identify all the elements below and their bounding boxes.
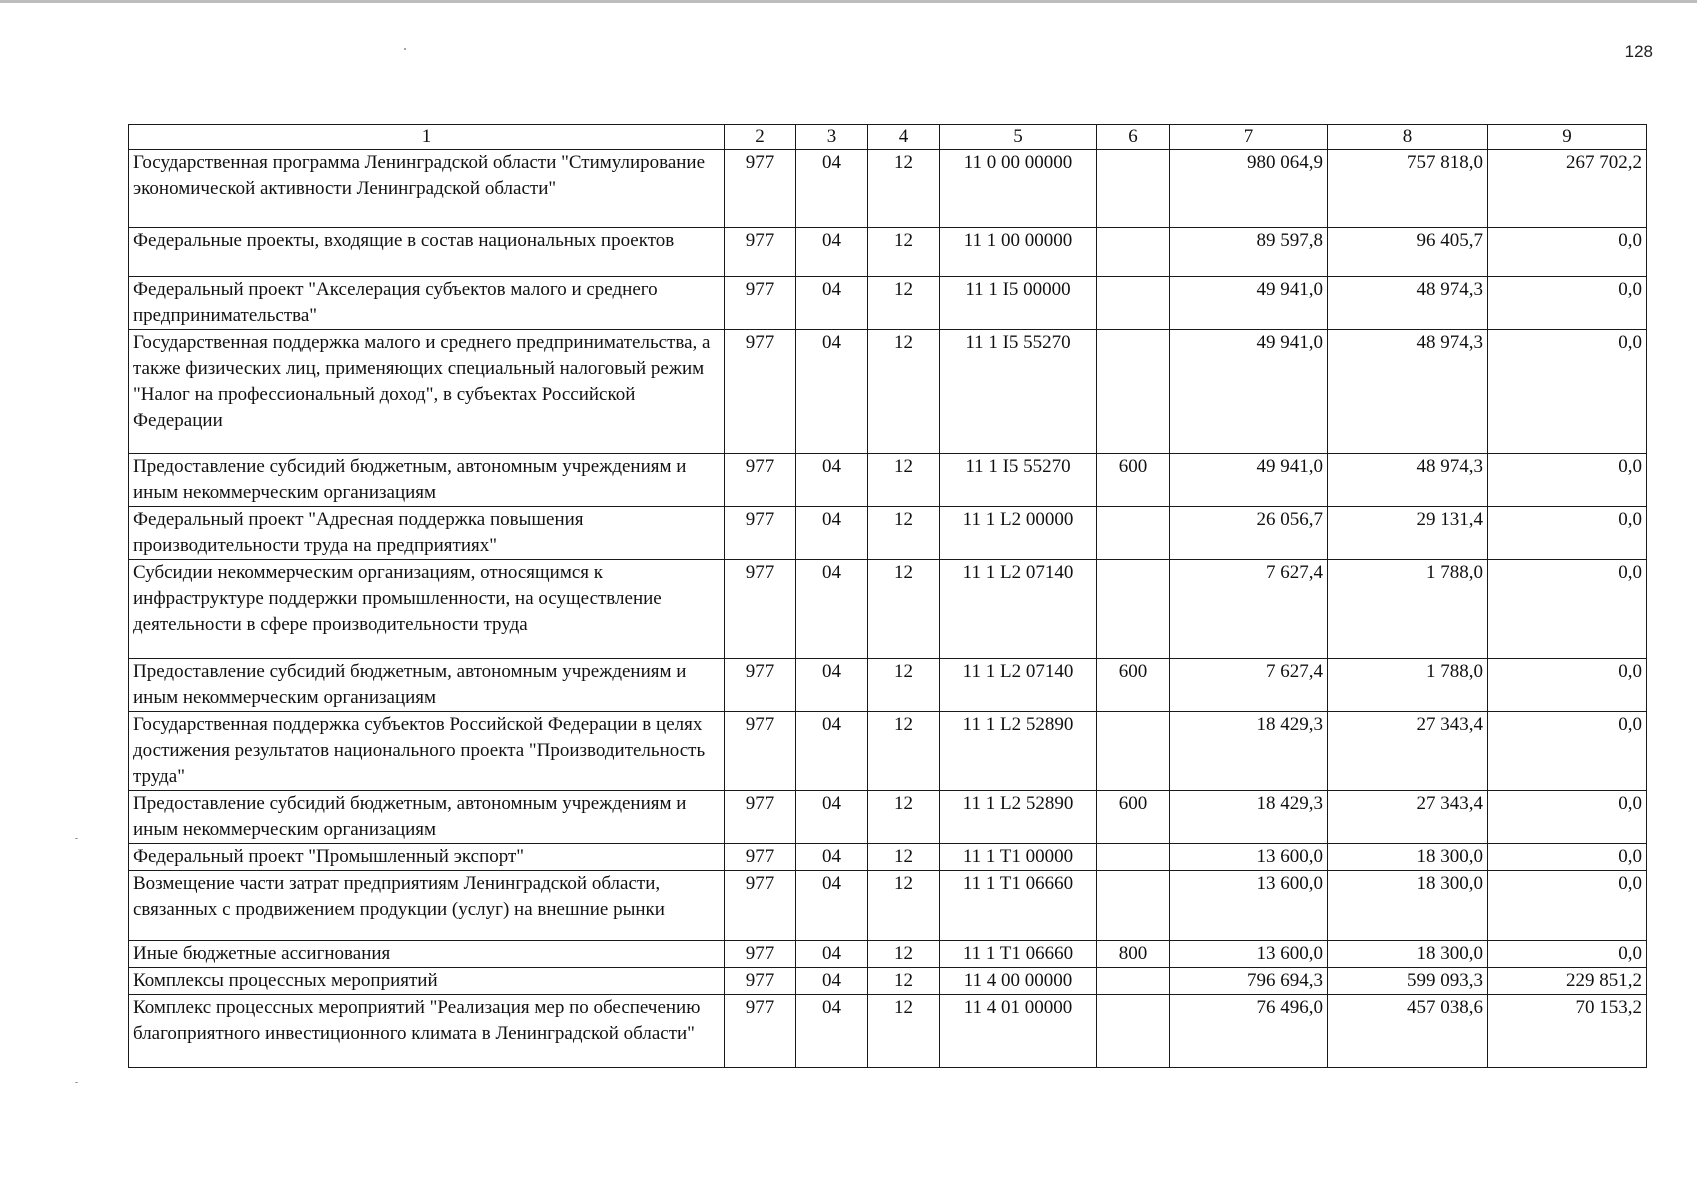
row-col6-cell: 800 xyxy=(1097,941,1170,968)
row-col7-cell: 13 600,0 xyxy=(1170,844,1328,871)
row-col3-cell: 04 xyxy=(796,150,868,228)
row-col6-cell: 600 xyxy=(1097,659,1170,712)
row-name-cell: Федеральный проект "Акселерация субъектов малого и среднего предпринимательства" xyxy=(129,277,725,330)
row-name-cell: Субсидии некоммерческим организациям, относящимся к инфраструктуре поддержки промышленности, на осуществление деятельности в сфере производительности труда xyxy=(129,560,725,659)
column-header-6: 6 xyxy=(1097,125,1170,150)
row-col7-cell: 49 941,0 xyxy=(1170,454,1328,507)
row-col6-cell xyxy=(1097,995,1170,1068)
row-col7-cell: 18 429,3 xyxy=(1170,712,1328,791)
row-code-cell: 11 1 T1 00000 xyxy=(940,844,1097,871)
row-col9-cell: 0,0 xyxy=(1488,228,1647,277)
row-col3-cell: 04 xyxy=(796,844,868,871)
row-col3-cell: 04 xyxy=(796,871,868,941)
column-header-1: 1 xyxy=(129,125,725,150)
row-col9-cell: 0,0 xyxy=(1488,712,1647,791)
column-header-7: 7 xyxy=(1170,125,1328,150)
row-col6-cell xyxy=(1097,150,1170,228)
row-col8-cell: 1 788,0 xyxy=(1328,659,1488,712)
row-code-cell: 11 1 L2 52890 xyxy=(940,791,1097,844)
row-col8-cell: 48 974,3 xyxy=(1328,277,1488,330)
row-col7-cell: 49 941,0 xyxy=(1170,330,1328,454)
row-code-cell: 11 1 L2 00000 xyxy=(940,507,1097,560)
row-col8-cell: 18 300,0 xyxy=(1328,941,1488,968)
table-row xyxy=(129,871,1647,941)
row-col2-cell: 977 xyxy=(725,712,796,791)
row-col8-cell: 27 343,4 xyxy=(1328,791,1488,844)
row-col8-cell: 1 788,0 xyxy=(1328,560,1488,659)
row-col8-cell: 48 974,3 xyxy=(1328,330,1488,454)
row-code-cell: 11 0 00 00000 xyxy=(940,150,1097,228)
row-col9-cell: 267 702,2 xyxy=(1488,150,1647,228)
row-col4-cell: 12 xyxy=(868,871,940,941)
row-col8-cell: 27 343,4 xyxy=(1328,712,1488,791)
row-col4-cell: 12 xyxy=(868,712,940,791)
column-header-9: 9 xyxy=(1488,125,1647,150)
table-row xyxy=(129,844,1647,871)
row-name-cell: Федеральный проект "Адресная поддержка повышения производительности труда на предприятиях" xyxy=(129,507,725,560)
row-col3-cell: 04 xyxy=(796,454,868,507)
scan-speck xyxy=(75,1082,78,1083)
row-col3-cell: 04 xyxy=(796,277,868,330)
row-name-cell: Государственная программа Ленинградской области "Стимулирование экономической активности Ленинградской области" xyxy=(129,150,725,228)
row-col6-cell xyxy=(1097,277,1170,330)
row-col3-cell: 04 xyxy=(796,791,868,844)
row-col2-cell: 977 xyxy=(725,560,796,659)
row-col4-cell: 12 xyxy=(868,941,940,968)
row-col8-cell: 18 300,0 xyxy=(1328,844,1488,871)
row-name-cell: Предоставление субсидий бюджетным, автономным учреждениям и иным некоммерческим организациям xyxy=(129,454,725,507)
row-col4-cell: 12 xyxy=(868,791,940,844)
row-col7-cell: 26 056,7 xyxy=(1170,507,1328,560)
row-col4-cell: 12 xyxy=(868,228,940,277)
row-col6-cell xyxy=(1097,871,1170,941)
row-col3-cell: 04 xyxy=(796,712,868,791)
row-col8-cell: 48 974,3 xyxy=(1328,454,1488,507)
row-col7-cell: 18 429,3 xyxy=(1170,791,1328,844)
row-col3-cell: 04 xyxy=(796,995,868,1068)
column-header-5: 5 xyxy=(940,125,1097,150)
row-col6-cell xyxy=(1097,507,1170,560)
row-code-cell: 11 4 01 00000 xyxy=(940,995,1097,1068)
table-row xyxy=(129,941,1647,968)
row-col9-cell: 0,0 xyxy=(1488,330,1647,454)
table-row xyxy=(129,507,1647,560)
row-code-cell: 11 1 00 00000 xyxy=(940,228,1097,277)
header-row xyxy=(129,125,1647,150)
column-header-8: 8 xyxy=(1328,125,1488,150)
row-col7-cell: 980 064,9 xyxy=(1170,150,1328,228)
row-col4-cell: 12 xyxy=(868,330,940,454)
row-col2-cell: 977 xyxy=(725,330,796,454)
row-code-cell: 11 1 I5 55270 xyxy=(940,454,1097,507)
row-col6-cell xyxy=(1097,560,1170,659)
column-header-3: 3 xyxy=(796,125,868,150)
row-col4-cell: 12 xyxy=(868,659,940,712)
row-col7-cell: 76 496,0 xyxy=(1170,995,1328,1068)
row-code-cell: 11 1 T1 06660 xyxy=(940,941,1097,968)
row-col8-cell: 599 093,3 xyxy=(1328,968,1488,995)
row-name-cell: Федеральный проект "Промышленный экспорт" xyxy=(129,844,725,871)
row-col9-cell: 0,0 xyxy=(1488,659,1647,712)
scan-top-edge xyxy=(0,0,1697,3)
row-col3-cell: 04 xyxy=(796,330,868,454)
row-col9-cell: 0,0 xyxy=(1488,844,1647,871)
row-col6-cell xyxy=(1097,712,1170,791)
table-row xyxy=(129,560,1647,659)
row-name-cell: Предоставление субсидий бюджетным, автономным учреждениям и иным некоммерческим организациям xyxy=(129,659,725,712)
row-code-cell: 11 1 I5 00000 xyxy=(940,277,1097,330)
row-col3-cell: 04 xyxy=(796,968,868,995)
row-col7-cell: 13 600,0 xyxy=(1170,941,1328,968)
row-col8-cell: 457 038,6 xyxy=(1328,995,1488,1068)
row-col8-cell: 757 818,0 xyxy=(1328,150,1488,228)
row-code-cell: 11 1 L2 07140 xyxy=(940,659,1097,712)
table-row xyxy=(129,228,1647,277)
row-col8-cell: 96 405,7 xyxy=(1328,228,1488,277)
row-col2-cell: 977 xyxy=(725,968,796,995)
row-col9-cell: 0,0 xyxy=(1488,871,1647,941)
row-col2-cell: 977 xyxy=(725,277,796,330)
row-col4-cell: 12 xyxy=(868,507,940,560)
row-col2-cell: 977 xyxy=(725,871,796,941)
row-name-cell: Возмещение части затрат предприятиям Ленинградской области, связанных с продвижением продукции (услуг) на внешние рынки xyxy=(129,871,725,941)
row-code-cell: 11 4 00 00000 xyxy=(940,968,1097,995)
scan-speck xyxy=(75,838,78,839)
row-col9-cell: 0,0 xyxy=(1488,791,1647,844)
row-col7-cell: 7 627,4 xyxy=(1170,659,1328,712)
row-col9-cell: 0,0 xyxy=(1488,941,1647,968)
row-col2-cell: 977 xyxy=(725,844,796,871)
table-row xyxy=(129,791,1647,844)
row-col2-cell: 977 xyxy=(725,454,796,507)
row-col6-cell xyxy=(1097,228,1170,277)
row-col2-cell: 977 xyxy=(725,150,796,228)
column-header-4: 4 xyxy=(868,125,940,150)
row-name-cell: Федеральные проекты, входящие в состав национальных проектов xyxy=(129,228,725,277)
page-number: 128 xyxy=(1624,42,1653,61)
row-col8-cell: 29 131,4 xyxy=(1328,507,1488,560)
row-col3-cell: 04 xyxy=(796,228,868,277)
row-col7-cell: 7 627,4 xyxy=(1170,560,1328,659)
row-col6-cell xyxy=(1097,968,1170,995)
table-row xyxy=(129,659,1647,712)
row-col2-cell: 977 xyxy=(725,941,796,968)
row-code-cell: 11 1 T1 06660 xyxy=(940,871,1097,941)
row-col4-cell: 12 xyxy=(868,150,940,228)
row-col2-cell: 977 xyxy=(725,995,796,1068)
budget-table xyxy=(128,124,1647,1068)
row-code-cell: 11 1 I5 55270 xyxy=(940,330,1097,454)
row-code-cell: 11 1 L2 07140 xyxy=(940,560,1097,659)
table-row xyxy=(129,712,1647,791)
row-col9-cell: 0,0 xyxy=(1488,277,1647,330)
row-col4-cell: 12 xyxy=(868,454,940,507)
row-col4-cell: 12 xyxy=(868,968,940,995)
row-col6-cell xyxy=(1097,844,1170,871)
row-col7-cell: 49 941,0 xyxy=(1170,277,1328,330)
table-row xyxy=(129,454,1647,507)
row-col9-cell: 0,0 xyxy=(1488,507,1647,560)
row-col9-cell: 0,0 xyxy=(1488,454,1647,507)
row-name-cell: Государственная поддержка субъектов Российской Федерации в целях достижения результатов национального проекта "Производительность труда" xyxy=(129,712,725,791)
row-col3-cell: 04 xyxy=(796,560,868,659)
table-row xyxy=(129,968,1647,995)
row-col7-cell: 89 597,8 xyxy=(1170,228,1328,277)
row-name-cell: Предоставление субсидий бюджетным, автономным учреждениям и иным некоммерческим организациям xyxy=(129,791,725,844)
row-col6-cell: 600 xyxy=(1097,791,1170,844)
row-name-cell: Иные бюджетные ассигнования xyxy=(129,941,725,968)
row-col8-cell: 18 300,0 xyxy=(1328,871,1488,941)
row-col7-cell: 796 694,3 xyxy=(1170,968,1328,995)
scan-speck xyxy=(404,48,406,50)
row-col4-cell: 12 xyxy=(868,560,940,659)
row-col6-cell xyxy=(1097,330,1170,454)
row-col3-cell: 04 xyxy=(796,659,868,712)
row-col7-cell: 13 600,0 xyxy=(1170,871,1328,941)
row-col6-cell: 600 xyxy=(1097,454,1170,507)
row-code-cell: 11 1 L2 52890 xyxy=(940,712,1097,791)
table-body xyxy=(129,150,1647,1068)
row-col3-cell: 04 xyxy=(796,507,868,560)
row-col9-cell: 70 153,2 xyxy=(1488,995,1647,1068)
row-col4-cell: 12 xyxy=(868,277,940,330)
row-name-cell: Комплексы процессных мероприятий xyxy=(129,968,725,995)
row-col2-cell: 977 xyxy=(725,791,796,844)
table-row xyxy=(129,150,1647,228)
table-row xyxy=(129,330,1647,454)
table-row xyxy=(129,995,1647,1068)
row-col2-cell: 977 xyxy=(725,228,796,277)
row-name-cell: Комплекс процессных мероприятий "Реализация мер по обеспечению благоприятного инвестиционного климата в Ленинградской области" xyxy=(129,995,725,1068)
row-col4-cell: 12 xyxy=(868,844,940,871)
row-col2-cell: 977 xyxy=(725,507,796,560)
row-col3-cell: 04 xyxy=(796,941,868,968)
row-col4-cell: 12 xyxy=(868,995,940,1068)
column-header-2: 2 xyxy=(725,125,796,150)
row-name-cell: Государственная поддержка малого и среднего предпринимательства, а также физических лиц, применяющих специальный налоговый режим "Налог на профессиональный доход", в субъектах Российской Федерации xyxy=(129,330,725,454)
row-col2-cell: 977 xyxy=(725,659,796,712)
row-col9-cell: 229 851,2 xyxy=(1488,968,1647,995)
table-row xyxy=(129,277,1647,330)
row-col9-cell: 0,0 xyxy=(1488,560,1647,659)
